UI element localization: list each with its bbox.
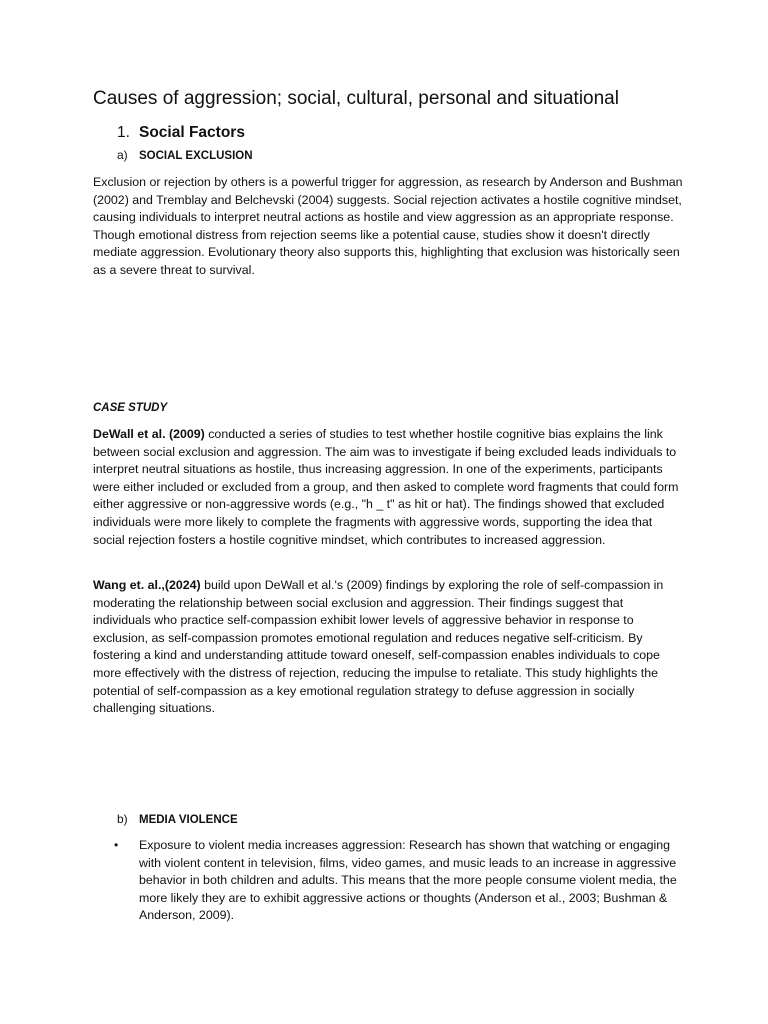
dewall-paragraph [93,426,683,549]
subsection-heading-text: MEDIA VIOLENCE [139,814,238,826]
wang-paragraph [93,577,683,718]
subsection-letter: a) [117,148,128,162]
dewall-citation: DeWall et al. (2009) [93,427,205,441]
section-heading-text: Social Factors [139,124,245,141]
bullet-text: Exposure to violent media increases aggression: Research has shown that watching or engaging with violent content in television, films, video games, and music leads to an increase in aggressive behavior in both children and adults. This means that the more people consume violent media, the more likely they are to exhibit aggressive actions or thoughts (Anderson et al., 2003; Bushman & Anderson, 2009). [139,838,677,923]
social-exclusion-paragraph: Exclusion or rejection by others is a powerful trigger for aggression, as research by Anderson and Bushman (2002) and Tremblay and Belchevski (2004) suggests. Social rejection activates a hostile cognitive mindset, causing individuals to interpret neutral actions as hostile and view aggression as an appropriate response. Though emotional distress from rejection seems like a potential cause, studies show it doesn't directly mediate aggression. Evolutionary theory also supports this, highlighting that exclusion was historically seen as a severe threat to survival. [93,175,683,277]
bullet-icon: • [114,838,119,852]
wang-citation: Wang et. al.,(2024) [93,578,201,592]
subsection-heading-text: SOCIAL EXCLUSION [139,150,253,162]
subsection-letter: b) [117,812,128,826]
document-title: Causes of aggression; social, cultural, personal and situational [93,88,619,109]
subsection-heading-social-exclusion [117,147,253,164]
section-number: 1. [117,124,130,141]
dewall-paragraph-body: conducted a series of studies to test whether hostile cognitive bias explains the link between social exclusion and aggression. The aim was to investigate if being excluded leads individuals to interpret neutral situations as hostile, thus increasing aggression. In one of the experiments, participants were either included or excluded from a group, and then asked to complete word fragments that could form either aggressive or non-aggressive words (e.g., "h _ t" as hit or hat). The findings showed that excluded individuals were more likely to complete the fragments with aggressive words, supporting the idea that social rejection fosters a hostile cognitive mindset, which contributes to increased aggression. [93,427,679,547]
section-heading-social-factors [117,123,245,143]
wang-paragraph-body: build upon DeWall et al.'s (2009) findings by exploring the role of self-compassion in moderating the relationship between social exclusion and aggression. Their findings suggest that individuals who practice self-compassion exhibit lower levels of aggressive behavior in response to exclusion, as self-compassion promotes emotional regulation and reduces negative self-criticism. By fostering a kind and understanding attitude toward oneself, self-compassion enables individuals to cope more effectively with the distress of rejection, reducing the impulse to retaliate. This study highlights the potential of self-compassion as a key emotional regulation strategy to defuse aggression in socially challenging situations. [93,578,664,716]
subsection-heading-media-violence [117,811,238,828]
case-study-label: CASE STUDY [93,402,168,414]
